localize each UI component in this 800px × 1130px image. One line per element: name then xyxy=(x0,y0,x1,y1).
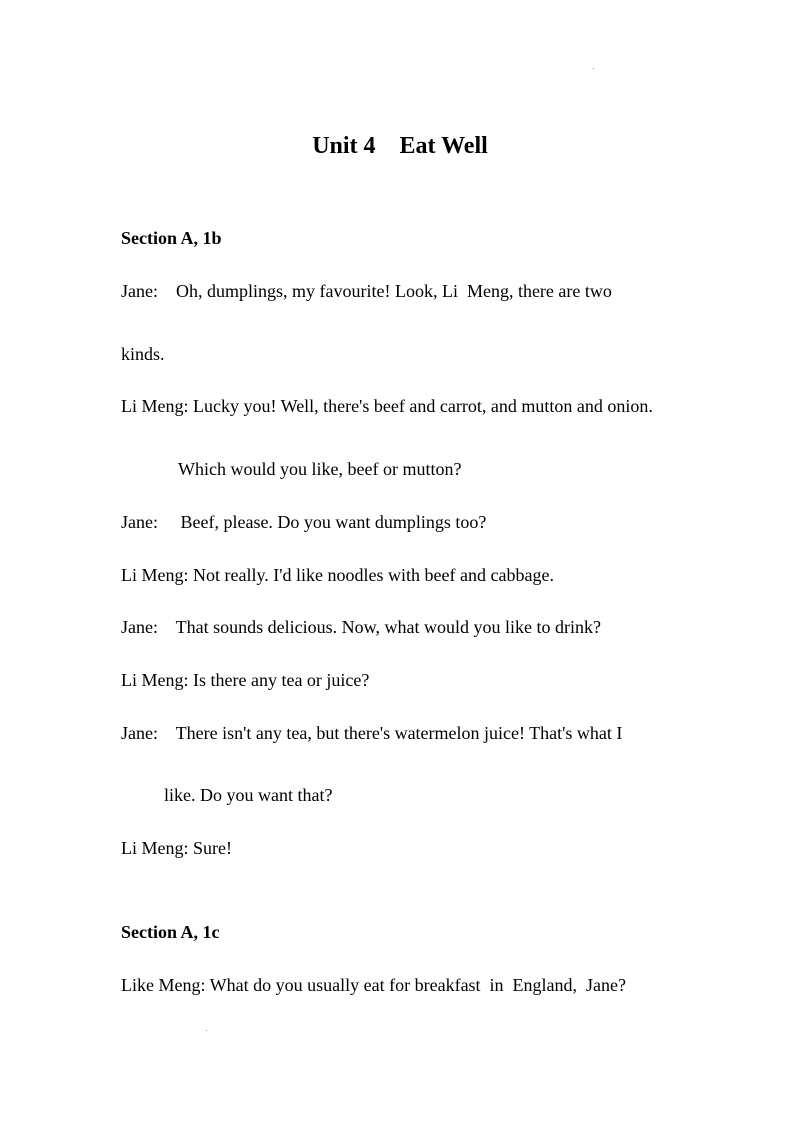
dialogue-line: Li Meng: Lucky you! Well, there's beef and carrot, and mutton and onion. xyxy=(121,396,653,416)
section-heading-1b: Section A, 1b xyxy=(121,228,222,248)
dialogue-line: Jane: Oh, dumplings, my favourite! Look, Li Meng, there are two xyxy=(121,281,612,301)
section-heading-1c: Section A, 1c xyxy=(121,922,220,942)
dialogue-line: like. Do you want that? xyxy=(164,785,333,805)
dialogue-line: Jane: That sounds delicious. Now, what would you like to drink? xyxy=(121,617,601,637)
dialogue-line: Jane: Beef, please. Do you want dumplings too? xyxy=(121,512,487,532)
bottom-mark xyxy=(206,1030,207,1031)
page-title: Unit 4 Eat Well xyxy=(312,133,488,159)
dialogue-line: Which would you like, beef or mutton? xyxy=(178,459,462,479)
dialogue-line: Like Meng: What do you usually eat for breakfast in England, Jane? xyxy=(121,975,627,995)
dialogue-line: Li Meng: Not really. I'd like noodles with beef and cabbage. xyxy=(121,565,554,585)
dialogue-line: Li Meng: Sure! xyxy=(121,838,232,858)
dialogue-line: Li Meng: Is there any tea or juice? xyxy=(121,670,370,690)
dialogue-line: kinds. xyxy=(121,344,165,364)
dialogue-line: Jane: There isn't any tea, but there's watermelon juice! That's what I xyxy=(121,723,623,743)
top-mark xyxy=(593,68,594,69)
